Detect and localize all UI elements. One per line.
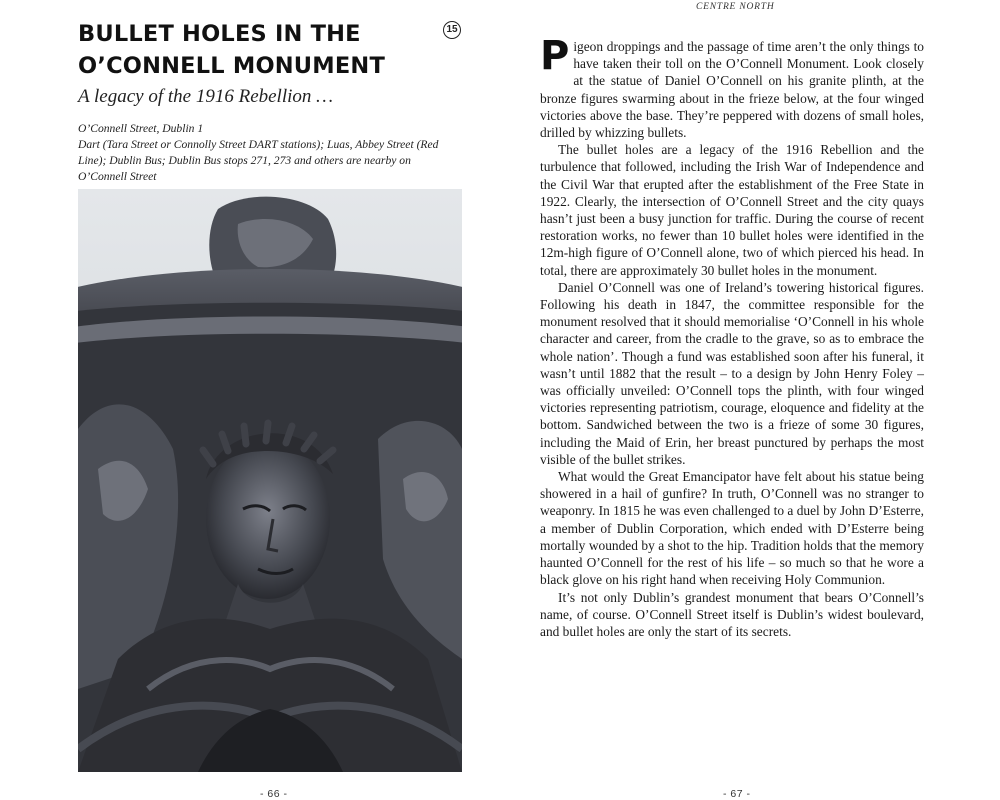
paragraph-3: Daniel O’Connell was one of Ireland’s towering historical figures. Following his death in 1847, the committee responsible for the monument resolved that it should memorialise ‘O’Connell in his whole character and career, from the cradle to the grave, so as to embrace the whole nation’. Though a fund was established soon after his funeral, it wasn’t until 1882 that the result – to a design by John Henry Foley – was officially unveiled: O’Connell tops the plinth, with four winged victories representing patriotism, courage, eloquence and fidelity at the bottom. Sandwiched between the two is a frieze of some 30 figures, including the Maid of Erin, her breast punctured by perhaps the most visible of the bullet strikes. [540, 279, 924, 467]
paragraph-1 [540, 33, 924, 141]
title-line-2: O’CONNELL MONUMENT [78, 53, 386, 79]
article-body [540, 33, 924, 640]
paragraph-1-text: igeon droppings and the passage of time aren’t the only things to have taken their toll on the O’Connell Monument. Look closely at the statue of Daniel O’Connell on his granite plinth, at the bronze figures swarming about in the frieze below, at the four winged victories above the base. They’re peppered with dozens of small holes, drilled by whizzing bullets. [540, 39, 924, 141]
drop-cap: P [540, 33, 570, 79]
subtitle: A legacy of the 1916 Rebellion … [78, 86, 334, 107]
right-page [500, 0, 1000, 800]
page-title [78, 18, 448, 82]
paragraph-5: It’s not only Dublin’s grandest monument that bears O’Connell’s name, of course. O’Connell Street itself is Dublin’s widest boulevard, and bullet holes are only the start of its secrets. [540, 589, 924, 639]
statue-photo [78, 189, 462, 772]
page-number-left: - 66 - [260, 788, 288, 800]
title-line-1: BULLET HOLES IN THE [78, 21, 361, 47]
statue-photo-icon [78, 189, 462, 772]
page-number-right: - 67 - [723, 788, 751, 800]
transport-text: Dart (Tara Street or Connolly Street DART stations); Luas, Abbey Street (Red Line); Dublin Bus; Dublin Bus stops 271, 273 and others are nearby on O’Connell Street [78, 138, 439, 183]
entry-number-badge: 15 [443, 21, 461, 39]
paragraph-2: The bullet holes are a legacy of the 1916 Rebellion and the turbulence that followed, including the Irish War of Independence and the Civil War that erupted after the establishment of the Free State in 1922. Clearly, the intersection of O’Connell Street and the city quays hasn’t just been a busy junction for traffic. During the course of recent restoration works, no fewer than 10 bullet holes were identified in the 12m-high figure of O’Connell alone, two of which pierced his head. In total, there are approximately 30 bullet holes in the monument. [540, 142, 924, 278]
paragraph-4: What would the Great Emancipator have felt about his statue being showered in a hail of gunfire? In truth, O’Connell was no stranger to weaponry. In 1815 he was even challenged to a duel by John D’Esterre, a member of Dublin Corporation, which ended with D’Esterre being mortally wounded by a shot to the hip. Tradition holds that the memory haunted O’Connell for the rest of his life – so much so that he wore a black glove on his right hand when receiving Holy Communion. [540, 469, 924, 588]
address-text: O’Connell Street, Dublin 1 [78, 122, 204, 135]
location-info [78, 121, 458, 185]
running-head: CENTRE NORTH [696, 2, 775, 12]
